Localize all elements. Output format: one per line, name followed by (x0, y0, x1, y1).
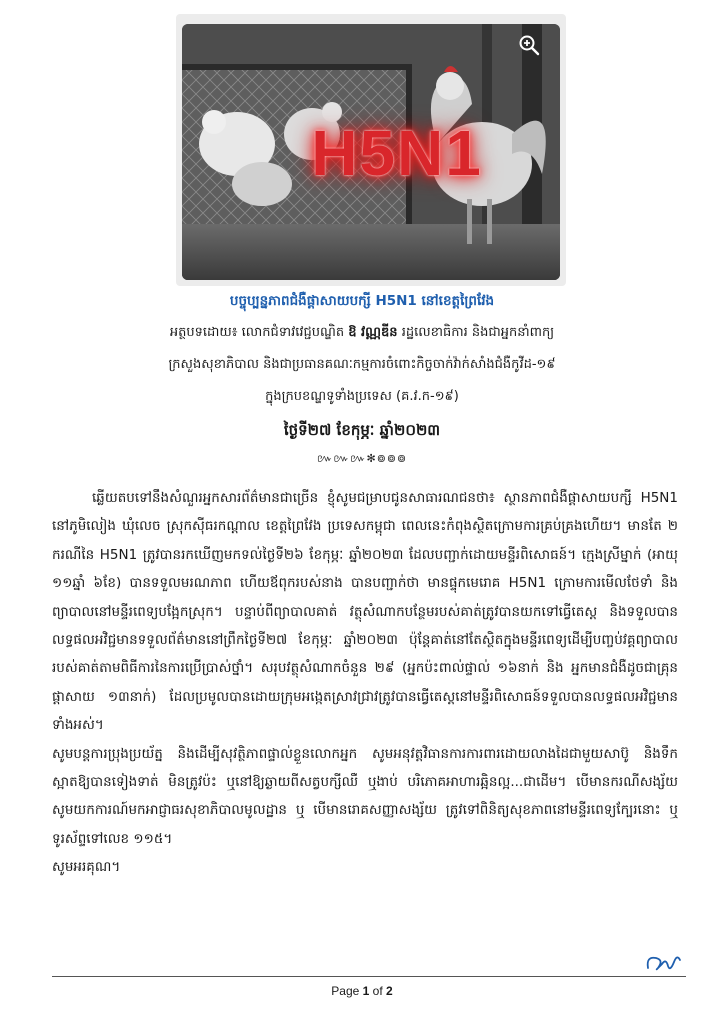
closing-text: សូមអរគុណ។ (52, 859, 121, 876)
author-line-3: ក្នុងក្របខណ្ឌទូទាំងប្រទេស (គ.វ.ក-១៩) (265, 389, 459, 404)
article-date: ថ្ងៃទី២៧ ខែកុម្ភៈ ឆ្នាំ២០២៣ (283, 421, 441, 439)
page-indicator (0, 984, 724, 998)
article-title: បច្ចុប្បន្នភាពជំងឺផ្តាសាយបក្សី H5N1 នៅខេត្តព្រៃវែង (229, 293, 495, 309)
article-photo[interactable] (182, 24, 560, 280)
author-line-2: ក្រសួងសុខាភិបាល និងជាប្រធានគណៈកម្មការចំពោះកិច្ចចាក់វ៉ាក់សាំងជំងឺកូវីដ-១៩ (168, 357, 556, 372)
total-pages: 2 (386, 984, 393, 998)
current-page: 1 (362, 984, 370, 998)
zoom-in-button[interactable] (518, 34, 546, 62)
footer-divider (52, 976, 686, 977)
paragraph-1: ឆ្លើយតបទៅនឹងសំណួរអ្នកសារព័ត៌មានជាច្រើន ខ្ញុំសូមជម្រាបជូនសាធារណជនថា៖ ស្ថានភាពជំងឺផ្តាសាយបក្សី H5N1 នៅភូមិលៀង ឃុំលេច ស្រុកស៊ីធរកណ្តាល ខេត្តព្រៃវែង ប្រទេសកម្ពុជា ពេលនេះកំពុងស្ថិតក្រោមការគ្រប់គ្រងហើយ។ មានតែ ២ ករណីនៃ H5N1 ត្រូវបានរកឃើញមកទល់ថ្ងៃទី២៦ ខែកុម្ភៈ ឆ្នាំ២០២៣ ដែលបញ្ជាក់ដោយមន្ទីរពិសោធន៍។ ក្មេងស្រីម្នាក់ (អាយុ ១១ឆ្នាំ ៦ខែ) បានទទួលមរណភាព ហើយឪពុករបស់នាង បានបញ្ជាក់ថា មានផ្ទុកមេរោគ H5N1 ក្រោមការមើលថែទាំ និងព្យាបាលនៅមន្ទីរពេទ្យបង្អែកស្រុក។ បន្ទាប់ពីព្យាបាលគាត់ វត្ថុសំណាកបន្ថែមរបស់គាត់ត្រូវបានយកទៅធ្វើតេស្ត និងទទួលបានលទ្ធផលអវិជ្ជមានទទួលព័ត៌មាននៅព្រឹកថ្ងៃទី២៧ ខែកុម្ភៈ ឆ្នាំ២០២៣ ប៉ុន្តែគាត់នៅតែស្ថិតក្នុងមន្ទីរពេទ្យដើម្បីបញ្ចប់វគ្គព្យាបាលរបស់គាត់តាមពិធីការនៃការប្រើប្រាស់ថ្នាំ។ សរុបវត្ថុសំណាកចំនួន ២៩ (អ្នកប៉ះពាល់ផ្ទាល់ ១៦នាក់ និង អ្នកមានជំងឺដូចជាគ្រុនផ្តាសាយ ១៣នាក់) ដែលប្រមូលបានដោយក្រុមអង្កេតស្រាវជ្រាវត្រូវបានធ្វើតេស្តនៅមន្ទីរពិសោធន៍ទទួលបានលទ្ធផលអវិជ្ជមានទាំងអស់។ (52, 490, 678, 734)
h5n1-overlay-text: H5N1 (311, 117, 483, 189)
author-suffix: រដ្ឋលេខាធិការ និងជាអ្នកនាំពាក្យ (401, 325, 555, 340)
paragraph-2: សូមបន្តការប្រុងប្រយ័ត្ន និងដើម្បីសុវត្ថិភាពផ្ទាល់ខ្លួនលោកអ្នក សូមអនុវត្តវិធានការការពារដោយលាងដៃជាមួយសាប៊ូ និងទឹកស្អាតឱ្យបានទៀងទាត់ មិនត្រូវប៉ះ ឬនៅឱ្យឆ្ងាយពីសត្វបក្សីឈឺ ឬងាប់ បរិភោគអាហារឆ្អិនល្អ...ជាដើម។ បើមានករណីសង្ស័យ សូមយកការណ៍មកអាជ្ញាធរសុខាភិបាលមូលដ្ឋាន ឬ បើមានរោគសញ្ញាសង្ស័យ ត្រូវទៅពិនិត្យសុខភាពនៅមន្ទីរពេទ្យក្បែរនោះ ឬទូរស័ព្ទទៅលេខ ១១៥។ (52, 745, 678, 847)
author-name: ឱ វណ្ណឌីន (348, 325, 398, 340)
of-word: of (372, 984, 383, 998)
zoom-in-icon (518, 34, 540, 56)
page-word: Page (331, 984, 360, 998)
signature-icon (644, 950, 684, 976)
article-body (52, 484, 678, 882)
ornament-divider: ៚៚៚✻៙៙៙ (316, 452, 408, 465)
author-line-1 (0, 324, 724, 343)
article-image-card (176, 14, 566, 286)
author-prefix: អត្ថបទដោយ៖ លោកជំទាវវេជ្ជបណ្ឌិត (169, 325, 345, 340)
